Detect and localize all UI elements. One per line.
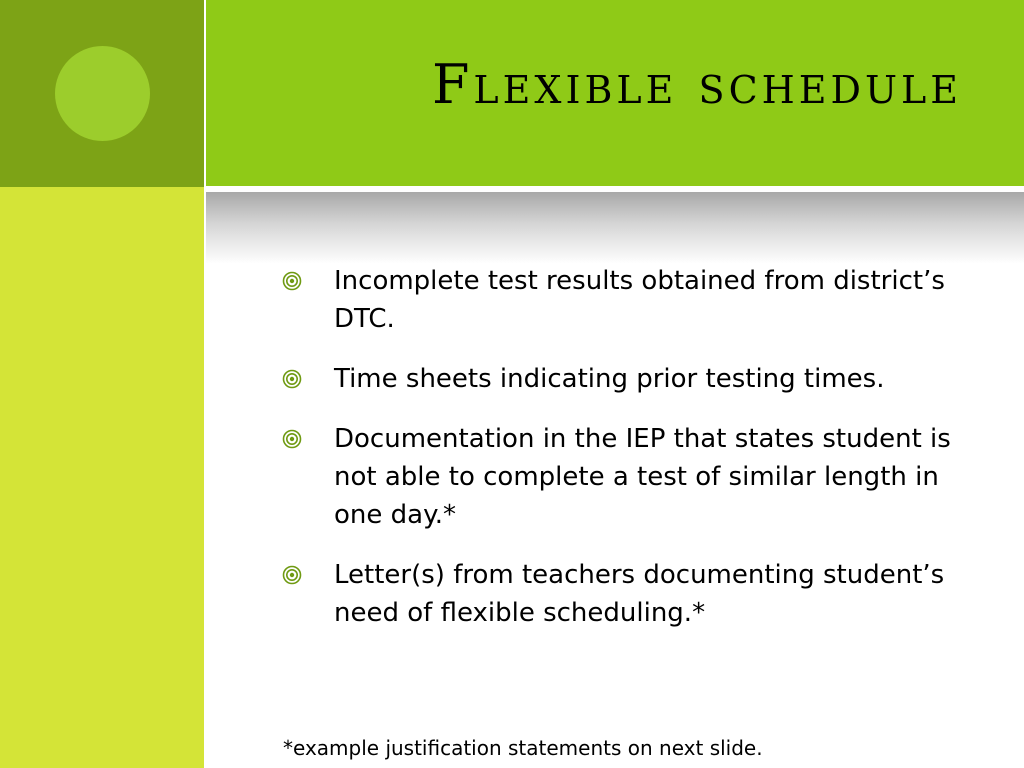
side-strip	[0, 187, 204, 768]
title-divider	[204, 186, 1024, 190]
header-shadow	[206, 192, 1024, 264]
bullet-text: Documentation in the IEP that states student is not able to complete a test of similar length in one day.*	[334, 424, 951, 530]
target-bullet-icon	[282, 565, 302, 585]
bullet-item	[282, 262, 962, 338]
slide-title: Flexible schedule	[431, 53, 962, 116]
target-bullet-icon	[282, 369, 302, 389]
bullet-item	[282, 420, 962, 534]
bullet-item	[282, 556, 962, 632]
footnote: *example justification statements on next slide.	[283, 736, 763, 760]
bullet-item	[282, 360, 962, 398]
bullet-text: Letter(s) from teachers documenting student’s need of flexible scheduling.*	[334, 560, 945, 628]
target-bullet-icon	[282, 271, 302, 291]
bullet-text: Time sheets indicating prior testing times.	[334, 364, 885, 394]
bullet-list	[282, 262, 962, 654]
target-bullet-icon	[282, 429, 302, 449]
decorative-circle	[55, 46, 150, 141]
bullet-text: Incomplete test results obtained from district’s DTC.	[334, 266, 945, 334]
